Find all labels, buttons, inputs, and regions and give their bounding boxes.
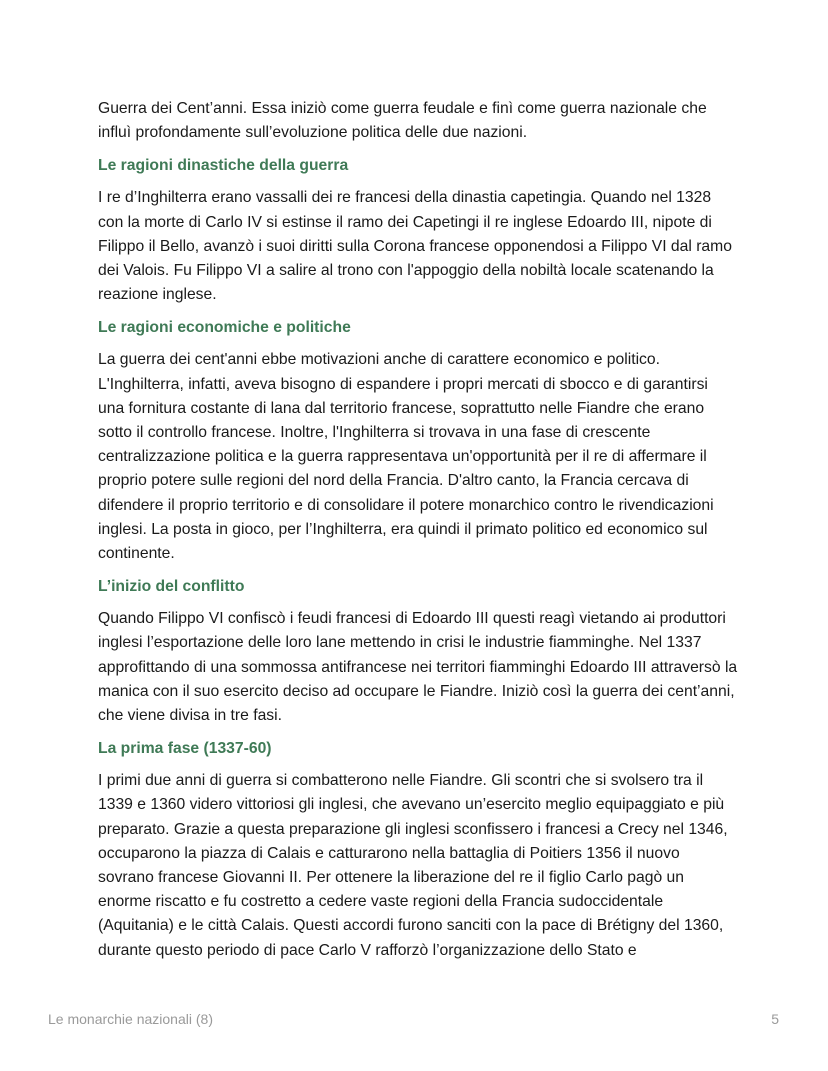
section-paragraph-conflict-start: Quando Filippo VI confiscò i feudi francesi di Edoardo III questi reagì vietando ai produttori inglesi l’esportazione delle loro lane mettendo in crisi le industrie fiamminghe. Nel 1337 approfittando di una sommossa antifrancese nei territori fiamminghi Edoardo III attraversò la manica con il suo esercito deciso ad occupare le Fiandre. Iniziò così la guerra dei cent’anni, che viene divisa in tre fasi. xyxy=(98,610,738,725)
section-paragraph-first-phase: I primi due anni di guerra si combatterono nelle Fiandre. Gli scontri che si svolsero tra il 1339 e 1360 videro vittoriosi gli inglesi, che avevano un’esercito meglio equipaggiato e più preparato. Grazie a questa preparazione gli inglesi sconfissero i francesi a Crecy nel 1346, occuparono la piazza di Calais e catturarono nella battaglia di Poitiers 1356 il nuovo sovrano francese Giovanni II. Per ottenere la liberazione del re il figlio Carlo pagò un enorme riscatto e fu costretto a cedere vaste regioni della Francia sudoccidentale (Aquitania) e le città Calais. Questi accordi furono sanciti con la pace di Brétigny del 1360, durante questo periodo di pace Carlo V rafforzò l’organizzazione dello Stato e xyxy=(98,772,728,959)
intro-paragraph: Guerra dei Cent’anni. Essa iniziò come guerra feudale e finì come guerra nazionale che influì profondamente sull’evoluzione politica delle due nazioni. xyxy=(98,100,707,142)
section-heading-dynastic: Le ragioni dinastiche della guerra xyxy=(98,157,349,175)
section-heading-first-phase: La prima fase (1337-60) xyxy=(98,740,272,758)
section-heading-economic: Le ragioni economiche e politiche xyxy=(98,319,351,337)
section-heading-conflict-start: L’inizio del conflitto xyxy=(98,578,245,596)
footer-title: Le monarchie nazionali (8) xyxy=(48,1011,213,1027)
document-body xyxy=(98,97,738,963)
page-footer xyxy=(48,1011,779,1027)
page-number: 5 xyxy=(771,1011,779,1027)
section-paragraph-dynastic: I re d’Inghilterra erano vassalli dei re francesi della dinastia capetingia. Quando nel 1328 con la morte di Carlo IV si estinse il ramo dei Capetingi il re inglese Edoardo III, nipote di Filippo il Bello, avanzò i suoi diritti sulla Corona francese opponendosi a Filippo VI dal ramo dei Valois. Fu Filippo VI a salire al trono con l'appoggio della nobiltà locale scatenando la reazione inglese. xyxy=(98,189,732,304)
section-paragraph-economic: La guerra dei cent'anni ebbe motivazioni anche di carattere economico e politico. L'Inghilterra, infatti, aveva bisogno di espandere i propri mercati di sbocco e di garantirsi una fornitura costante di lana dal territorio francese, soprattutto nelle Fiandre che erano sotto il controllo francese. Inoltre, l'Inghilterra si trovava in una fase di crescente centralizzazione politica e la guerra rappresentava un'opportunità per il re di affermare il proprio potere sulle regioni del nord della Francia. D'altro canto, la Francia cercava di difendere il proprio territorio e di consolidare il potere monarchico contro le rivendicazioni inglesi. La posta in gioco, per l’Inghilterra, era quindi il primato politico ed economico sul continente. xyxy=(98,351,714,563)
